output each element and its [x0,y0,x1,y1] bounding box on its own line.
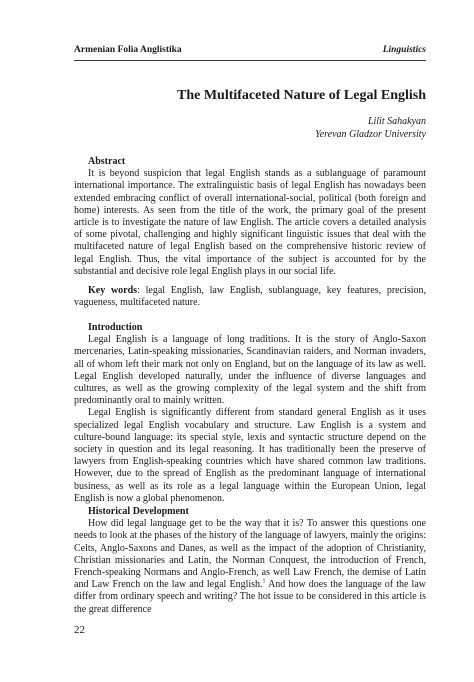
keywords-paragraph [74,285,426,309]
history-text-end: And how does the language of the law differ from ordinary speech and writing? The hot issue to be considered in this article is the great difference [74,579,426,615]
introduction-paragraph-1: Legal English is a language of long traditions. It is the story of Anglo-Saxon mercenaries, Latin-speaking missionaries, Scandinavian raiders, and Norman invaders, all of whom left their mark not only on England, but on the language of its law as well. Legal English developed naturally, under the influence of diverse languages and cultures, as well as the growing complexity of the legal system and the shift from predominantly oral to mainly written. [74,334,426,407]
history-heading: Historical Development [88,506,189,517]
abstract-text: It is beyond suspicion that legal English stands as a sublanguage of paramount international importance. The extralinguistic basis of legal English has nowadays been extended embracing conflict of overall international-social, political (both foreign and home) interests. As seen from the title of the work, the primary goal of the present article is to investigate the nature of law English. The article covers a detailed analysis of some pivotal, challenging and highly significant linguistic issues that deal with the multifaceted nature of legal English based on the comprehensive historic review of legal English. Thus, the vital importance of the subject is accounted for by the substantial and decisive role legal English plays in our social life. [74,168,426,277]
abstract-section [74,156,426,278]
history-section [74,506,426,616]
history-text-start: How did legal language get to be the way that it is? To answer this questions one needs to look at the phases of the history of the language of lawyers, mainly the origins: Celts, Anglo-Saxons and Danes, as well as the impact of the adoption of Christianity, Christian missionaries and Latin, the Norman Conquest, the introduction of French, French-speaking Normans and Anglo-French, as well Law French, the demise of Latin and Law French on the law and legal English. [74,518,426,591]
introduction-paragraph-2: Legal English is significantly different from standard general English as it uses specialized legal English vocabulary and structure. Law English is a system and culture-bound language: its special style, lexis and syntactic structure depend on the society in question and its legal reasoning. It has traditionally been the preserve of lawyers from English-speaking countries which have shared common law traditions. However, due to the spread of English as the predominant language of international business, as well as its role as a legal language within the European Union, legal English is now a global phenomenon. [74,407,426,504]
running-header [74,45,426,59]
page-number: 22 [74,624,85,636]
keywords-label: Key words [88,285,138,296]
author-block [74,115,426,141]
section-name: Linguistics [382,45,426,55]
introduction-heading: Introduction [88,322,143,333]
author-affiliation: Yerevan Gladzor University [315,129,426,140]
introduction-section [74,322,426,505]
header-rule [74,60,426,61]
author-name: Lilit Sahakyan [367,116,426,127]
article-title: The Multifaceted Nature of Legal English [176,88,426,103]
keywords-section [74,285,426,309]
keywords-text: : legal English, law English, sublanguage, key features, precision, vagueness, multifaceted nature. [74,285,426,309]
journal-name: Armenian Folia Anglistika [74,45,182,55]
abstract-heading: Abstract [88,156,126,167]
history-paragraph-1 [74,518,426,616]
footnote-marker: 1 [262,578,266,585]
